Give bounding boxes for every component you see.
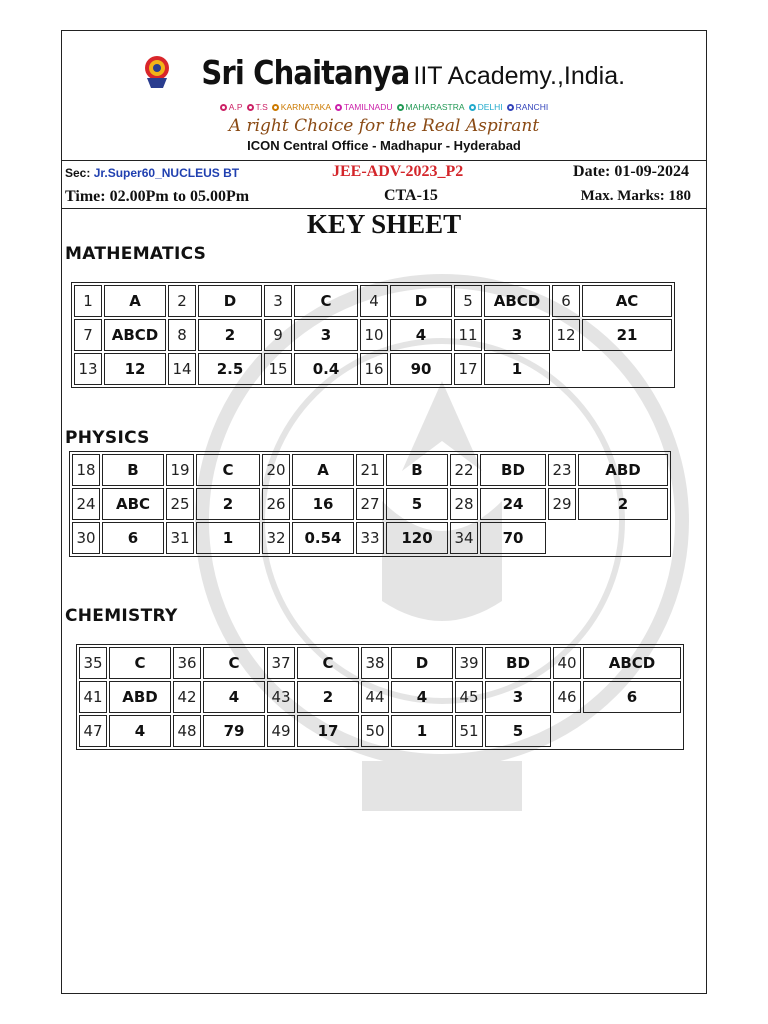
- answer-value: 79: [203, 715, 265, 747]
- answer-value: 6: [102, 522, 164, 554]
- state-name: A.P: [228, 102, 243, 112]
- question-number: 15: [264, 353, 292, 385]
- answer-value: 3: [484, 319, 550, 351]
- answer-value: ABCD: [104, 319, 166, 351]
- table-row: [72, 522, 668, 554]
- question-number: 49: [267, 715, 295, 747]
- divider: [62, 160, 706, 161]
- test-name: CTA-15: [384, 187, 438, 204]
- subject-heading-chemistry: CHEMISTRY: [65, 606, 178, 626]
- answer-value: ABC: [102, 488, 164, 520]
- sec-label: Sec:: [65, 166, 91, 180]
- answer-value: 4: [203, 681, 265, 713]
- flower-bullet-icon: [247, 104, 254, 111]
- table-row: [74, 319, 672, 351]
- answer-value: 2: [297, 681, 359, 713]
- answer-value: D: [391, 647, 453, 679]
- question-number: 25: [166, 488, 194, 520]
- answer-value: 70: [480, 522, 546, 554]
- answer-value: 2.5: [198, 353, 262, 385]
- question-number: 9: [264, 319, 292, 351]
- state-item: [272, 102, 331, 112]
- question-number: 46: [553, 681, 581, 713]
- question-number: 23: [548, 454, 576, 486]
- question-number: 24: [72, 488, 100, 520]
- exam-date: Date: 01-09-2024: [573, 163, 689, 180]
- question-number: 1: [74, 285, 102, 317]
- state-name: RANCHI: [515, 102, 549, 112]
- question-number: 20: [262, 454, 290, 486]
- question-number: 51: [455, 715, 483, 747]
- question-number: 16: [360, 353, 388, 385]
- answer-value: 16: [292, 488, 354, 520]
- answer-value: 4: [391, 681, 453, 713]
- answer-value: D: [390, 285, 452, 317]
- answer-value: AC: [582, 285, 672, 317]
- answer-value: BD: [485, 647, 551, 679]
- answer-value: C: [294, 285, 358, 317]
- question-number: 33: [356, 522, 384, 554]
- question-number: 30: [72, 522, 100, 554]
- answer-value: 0.54: [292, 522, 354, 554]
- answer-value: 17: [297, 715, 359, 747]
- question-number: 12: [552, 319, 580, 351]
- question-number: 27: [356, 488, 384, 520]
- answer-value: 5: [386, 488, 448, 520]
- answer-value: 2: [196, 488, 260, 520]
- state-item: [247, 102, 268, 112]
- answer-value: 6: [583, 681, 681, 713]
- question-number: 18: [72, 454, 100, 486]
- table-row: [79, 647, 681, 679]
- key-sheet-page: [61, 30, 707, 994]
- question-number: 35: [79, 647, 107, 679]
- answer-value: C: [203, 647, 265, 679]
- state-name: DELHI: [477, 102, 503, 112]
- flower-bullet-icon: [397, 104, 404, 111]
- question-number: 19: [166, 454, 194, 486]
- office-address: ICON Central Office - Madhapur - Hyderabad: [247, 138, 521, 153]
- question-number: 8: [168, 319, 196, 351]
- question-number: 26: [262, 488, 290, 520]
- answer-value: 5: [485, 715, 551, 747]
- answer-value: 1: [391, 715, 453, 747]
- answer-value: 3: [485, 681, 551, 713]
- answer-value: 4: [390, 319, 452, 351]
- answer-value: A: [104, 285, 166, 317]
- question-number: 14: [168, 353, 196, 385]
- question-number: 41: [79, 681, 107, 713]
- institute-logo-icon: [143, 54, 171, 90]
- question-number: 32: [262, 522, 290, 554]
- empty-cell: [578, 522, 668, 554]
- question-number: 40: [553, 647, 581, 679]
- state-name: TAMILNADU: [344, 102, 393, 112]
- exam-time: Time: 02.00Pm to 05.00Pm: [65, 188, 250, 205]
- sec-value: Jr.Super60_NUCLEUS BT: [93, 166, 240, 180]
- question-number: 29: [548, 488, 576, 520]
- answer-value: C: [297, 647, 359, 679]
- flower-bullet-icon: [469, 104, 476, 111]
- table-row: [72, 488, 668, 520]
- question-number: 45: [455, 681, 483, 713]
- empty-cell: [553, 715, 581, 747]
- state-item: [469, 102, 503, 112]
- empty-cell: [548, 522, 576, 554]
- answer-value: A: [292, 454, 354, 486]
- flower-bullet-icon: [272, 104, 279, 111]
- question-number: 22: [450, 454, 478, 486]
- flower-bullet-icon: [220, 104, 227, 111]
- answer-value: D: [198, 285, 262, 317]
- question-number: 2: [168, 285, 196, 317]
- question-number: 34: [450, 522, 478, 554]
- answer-value: C: [109, 647, 171, 679]
- question-number: 31: [166, 522, 194, 554]
- empty-cell: [583, 715, 681, 747]
- answer-value: BD: [480, 454, 546, 486]
- answer-value: 12: [104, 353, 166, 385]
- page-title: KEY SHEET: [306, 209, 462, 239]
- exam-name: JEE-ADV-2023_P2: [332, 163, 464, 180]
- subject-heading-physics: PHYSICS: [65, 428, 150, 448]
- state-list: [62, 102, 706, 112]
- answer-value: B: [102, 454, 164, 486]
- state-name: KARNATAKA: [280, 102, 332, 112]
- table-row: [72, 454, 668, 486]
- brand-suffix: IIT Academy.,India.: [413, 62, 626, 90]
- question-number: 7: [74, 319, 102, 351]
- answer-value: 2: [578, 488, 668, 520]
- answer-key-table-physics: [69, 451, 671, 557]
- state-item: [335, 102, 393, 112]
- answer-value: ABCD: [484, 285, 550, 317]
- question-number: 10: [360, 319, 388, 351]
- state-item: [507, 102, 549, 112]
- flower-bullet-icon: [507, 104, 514, 111]
- empty-cell: [582, 353, 672, 385]
- answer-value: 21: [582, 319, 672, 351]
- table-row: [79, 681, 681, 713]
- flower-bullet-icon: [335, 104, 342, 111]
- question-number: 21: [356, 454, 384, 486]
- answer-value: 1: [196, 522, 260, 554]
- question-number: 44: [361, 681, 389, 713]
- answer-value: 3: [294, 319, 358, 351]
- answer-value: C: [196, 454, 260, 486]
- brand-header: [62, 53, 706, 92]
- answer-value: ABD: [578, 454, 668, 486]
- answer-value: 1: [484, 353, 550, 385]
- subject-heading-mathematics: MATHEMATICS: [65, 244, 207, 264]
- question-number: 47: [79, 715, 107, 747]
- question-number: 42: [173, 681, 201, 713]
- question-number: 36: [173, 647, 201, 679]
- question-number: 48: [173, 715, 201, 747]
- question-number: 39: [455, 647, 483, 679]
- answer-value: B: [386, 454, 448, 486]
- brand-name: Sri Chaitanya: [201, 53, 410, 92]
- tagline: A right Choice for the Real Aspirant: [228, 116, 540, 136]
- table-row: [74, 353, 672, 385]
- answer-value: ABD: [109, 681, 171, 713]
- question-number: 11: [454, 319, 482, 351]
- question-number: 38: [361, 647, 389, 679]
- question-number: 6: [552, 285, 580, 317]
- answer-value: 24: [480, 488, 546, 520]
- question-number: 43: [267, 681, 295, 713]
- max-marks: Max. Marks: 180: [580, 188, 691, 204]
- question-number: 17: [454, 353, 482, 385]
- table-row: [79, 715, 681, 747]
- question-number: 4: [360, 285, 388, 317]
- state-item: [397, 102, 465, 112]
- answer-value: 90: [390, 353, 452, 385]
- state-name: MAHARASTRA: [405, 102, 465, 112]
- question-number: 28: [450, 488, 478, 520]
- question-number: 13: [74, 353, 102, 385]
- answer-key-table-mathematics: [71, 282, 675, 388]
- answer-value: 0.4: [294, 353, 358, 385]
- answer-value: ABCD: [583, 647, 681, 679]
- state-name: T.S: [255, 102, 268, 112]
- question-number: 5: [454, 285, 482, 317]
- question-number: 3: [264, 285, 292, 317]
- answer-value: 120: [386, 522, 448, 554]
- answer-value: 2: [198, 319, 262, 351]
- empty-cell: [552, 353, 580, 385]
- table-row: [74, 285, 672, 317]
- answer-key-table-chemistry: [76, 644, 684, 750]
- question-number: 37: [267, 647, 295, 679]
- state-item: [220, 102, 243, 112]
- section-info: [65, 166, 239, 180]
- question-number: 50: [361, 715, 389, 747]
- answer-value: 4: [109, 715, 171, 747]
